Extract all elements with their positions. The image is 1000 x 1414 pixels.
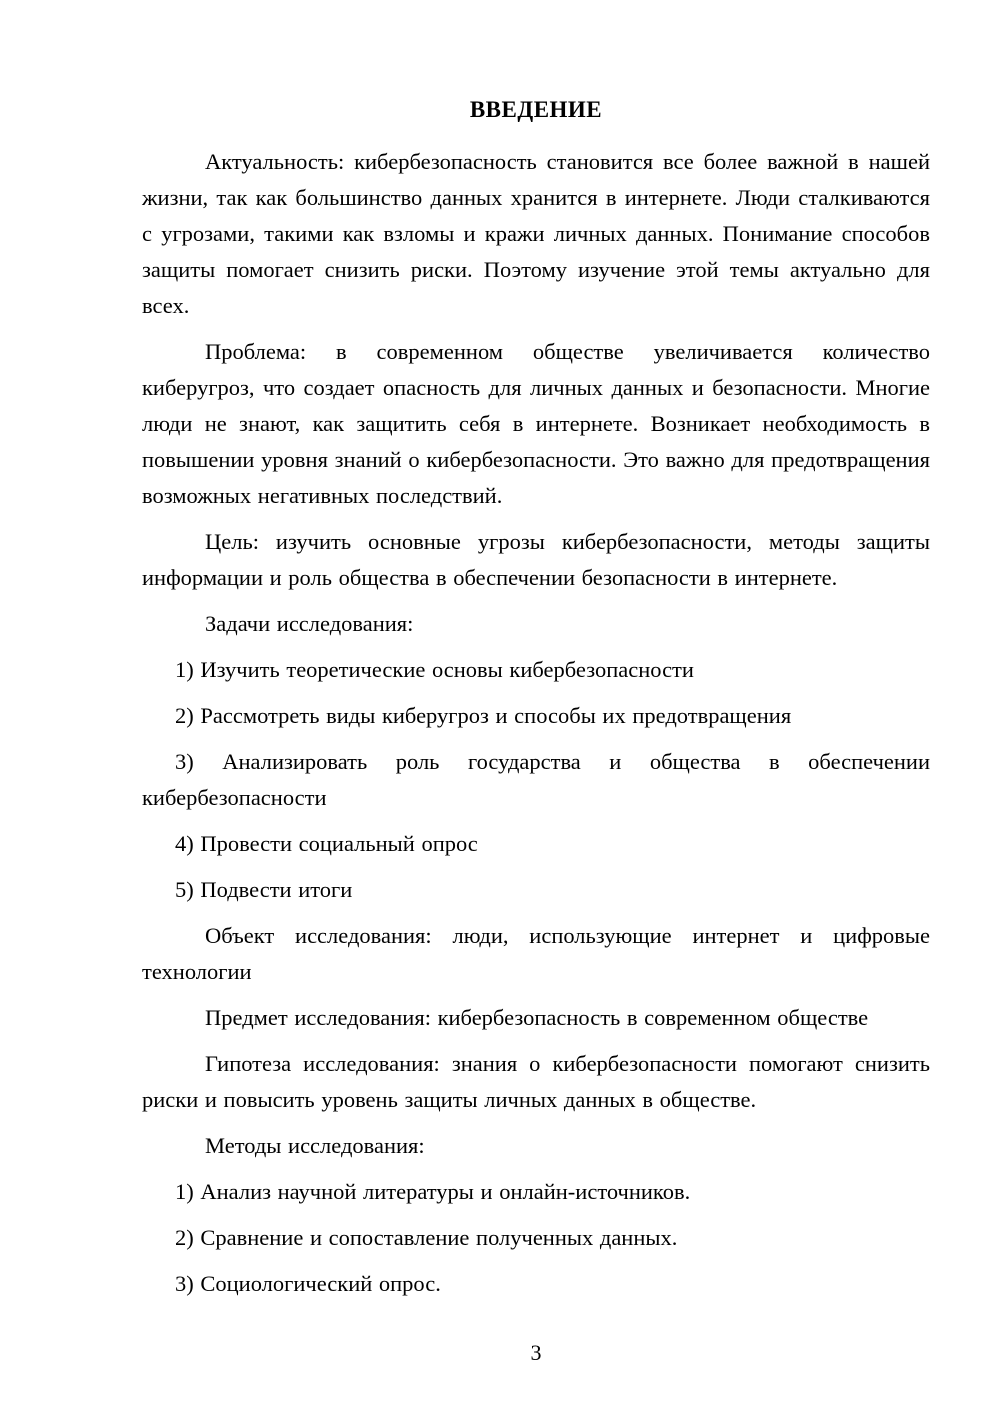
- paragraph-tasks-heading: Задачи исследования:: [205, 611, 414, 636]
- paragraph-subject: Предмет исследования: кибербезопасность в современном обществе: [205, 1005, 869, 1030]
- list-item-method-1: 1) Анализ научной литературы и онлайн-источников.: [175, 1179, 691, 1204]
- list-item-task-1: 1) Изучить теоретические основы кибербезопасности: [175, 657, 694, 682]
- list-item-task-5: 5) Подвести итоги: [175, 877, 353, 902]
- page-number: 3: [530, 1340, 542, 1365]
- list-item-task-4: 4) Провести социальный опрос: [175, 831, 478, 856]
- list-item-task-3: 3) Анализировать роль государства и общества в обеспечении кибербезопасности: [142, 749, 930, 810]
- paragraph-object: Объект исследования: люди, использующие интернет и цифровые технологии: [142, 923, 930, 984]
- paragraph-problem: Проблема: в современном обществе увеличивается количество киберугроз, что создает опасность для личных данных и безопасности. Многие люди не знают, как защитить себя в интернете. Возникает необходимость в повышении уровня знаний о кибербезопасности. Это важно для предотвращения возможных негативных последствий.: [142, 339, 930, 508]
- paragraph-goal: Цель: изучить основные угрозы кибербезопасности, методы защиты информации и роль общества в обеспечении безопасности в интернете.: [142, 529, 930, 590]
- paragraph-methods-heading: Методы исследования:: [205, 1133, 425, 1158]
- list-item-method-2: 2) Сравнение и сопоставление полученных данных.: [175, 1225, 678, 1250]
- paragraph-hypothesis: Гипотеза исследования: знания о кибербезопасности помогают снизить риски и повысить уровень защиты личных данных в обществе.: [142, 1051, 930, 1112]
- list-item-method-3: 3) Социологический опрос.: [175, 1271, 441, 1296]
- paragraph-relevance: Актуальность: кибербезопасность становится все более важной в нашей жизни, так как большинство данных хранится в интернете. Люди сталкиваются с угрозами, такими как взломы и кражи личных данных. Понимание способов защиты помогает снизить риски. Поэтому изучение этой темы актуально для всех.: [142, 149, 930, 318]
- page-title: ВВЕДЕНИЕ: [469, 97, 603, 122]
- list-item-task-2: 2) Рассмотреть виды киберугроз и способы их предотвращения: [175, 703, 792, 728]
